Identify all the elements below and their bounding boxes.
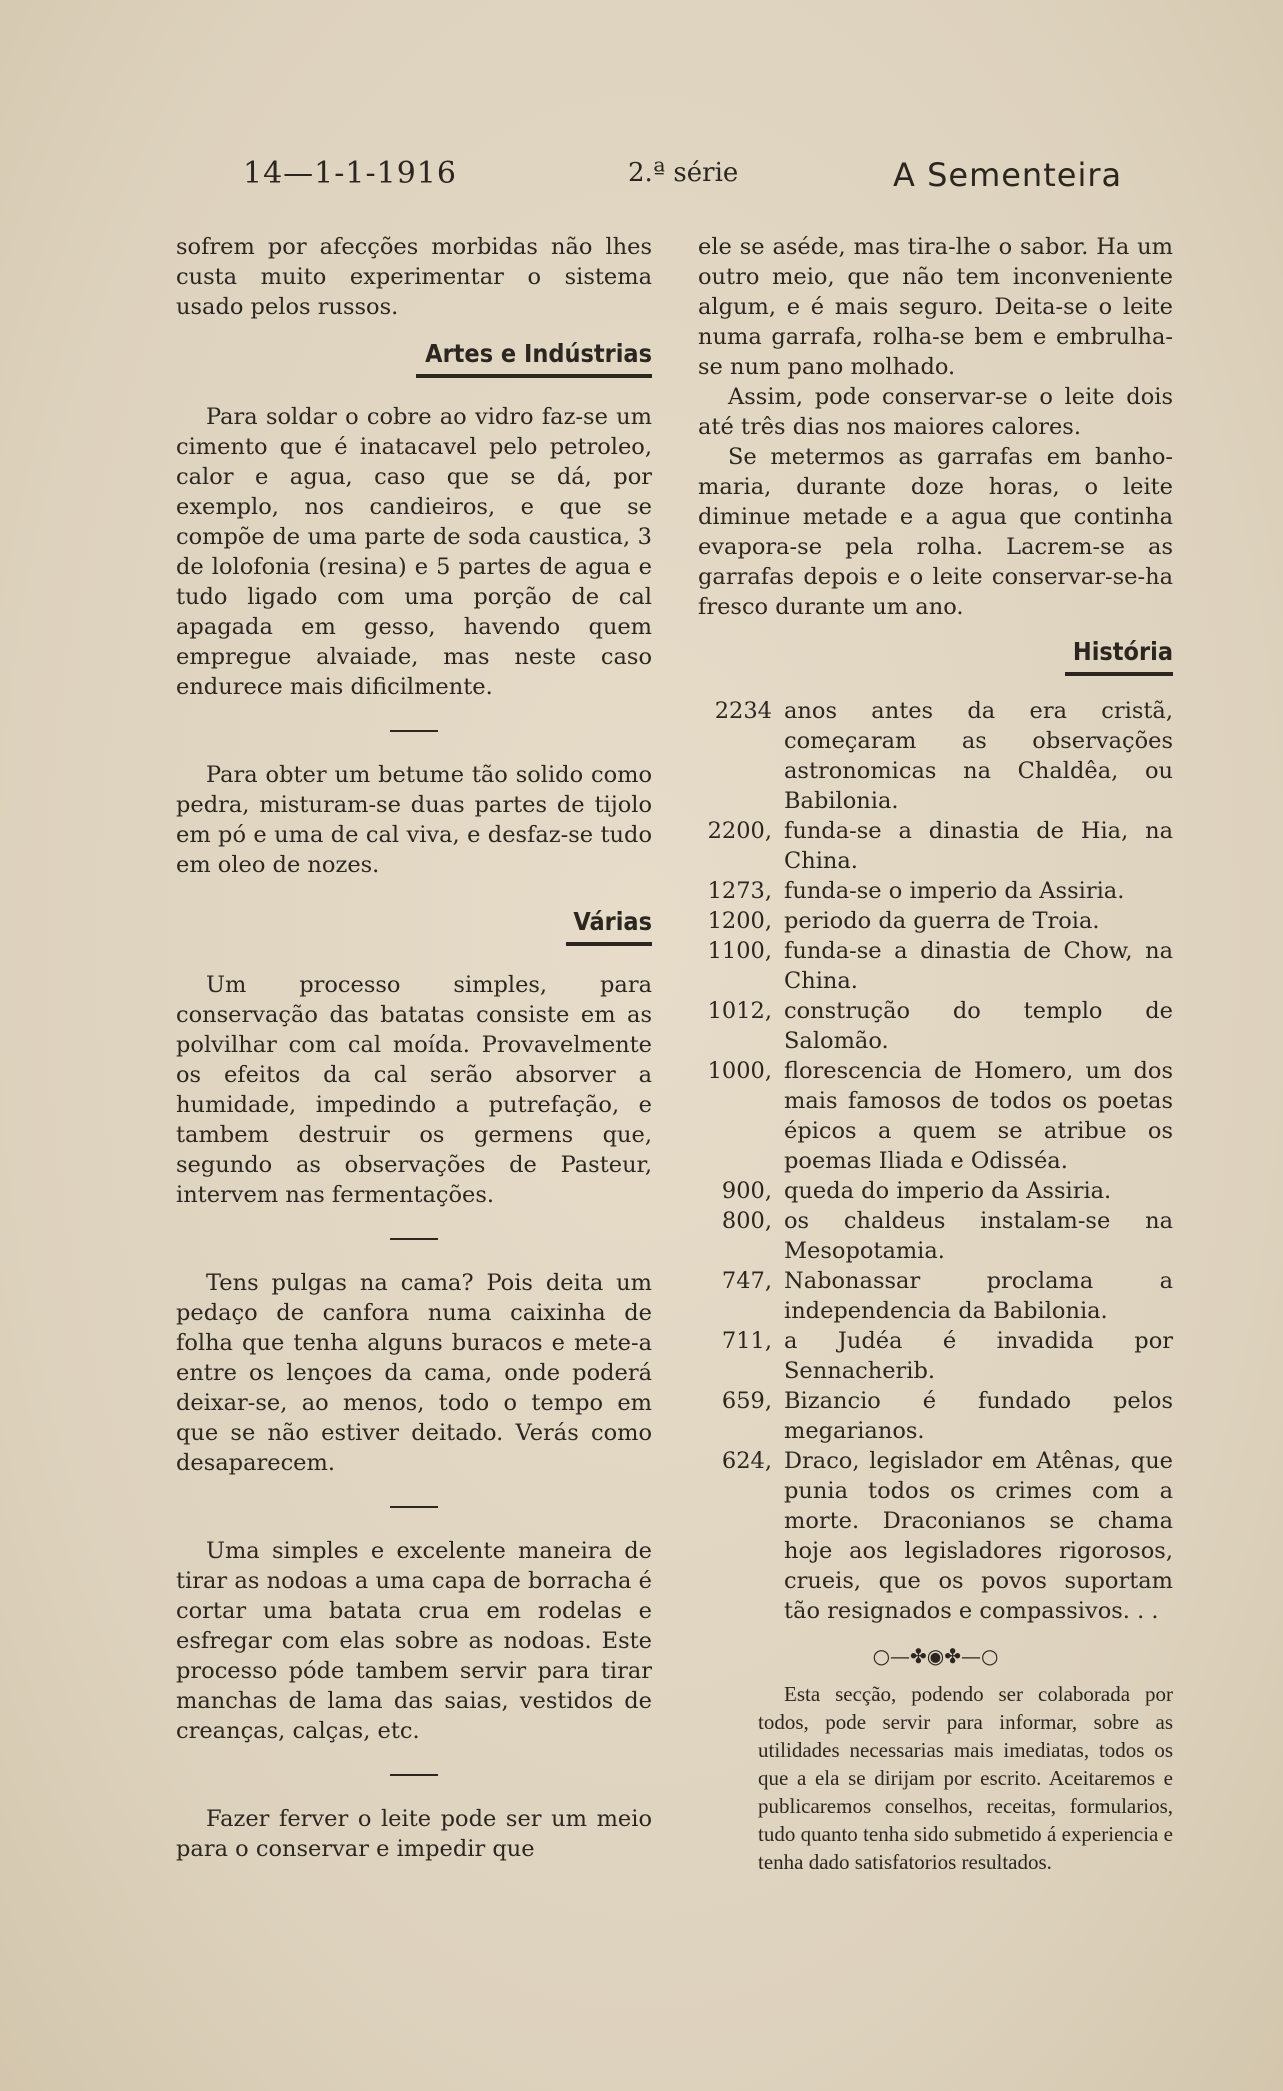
- timeline-item: [698, 1266, 1173, 1326]
- timeline-item: [698, 1326, 1173, 1386]
- ornament-divider: ○—✤◉✤—○: [872, 1644, 999, 1668]
- timeline-text: queda do imperio da Assiria.: [784, 1178, 1112, 1204]
- right-column: [698, 232, 1173, 1876]
- timeline-text: Bizancio é fundado pelos megarianos.: [784, 1388, 1173, 1444]
- intro-paragraph: sofrem por afecções morbidas não lhes custa muito experimentar o sistema usado pelos russos.: [176, 234, 652, 320]
- timeline-year: 711,: [721, 1328, 772, 1354]
- timeline-year: 1100,: [707, 938, 772, 964]
- section-header-varias: [566, 906, 652, 946]
- timeline-year: 624,: [721, 1448, 772, 1474]
- timeline-year: 747,: [721, 1268, 772, 1294]
- timeline-item: [698, 1176, 1173, 1206]
- paragraph: Para soldar o cobre ao vidro faz-se um cimento que é inatacavel pelo petroleo, calor e agua, caso que se dá, por exemplo, nos candieiros, e que se compõe de uma parte de soda caustica, 3 de lolofonia (resina) e 5 partes de agua e tudo ligado com uma porção de cal apagada em gesso, havendo quem empregue alvaiade, mas neste caso endurece mais dificilmente.: [176, 404, 652, 700]
- history-timeline: [698, 696, 1173, 1626]
- timeline-item: [698, 936, 1173, 996]
- timeline-year: 1000,: [707, 1058, 772, 1084]
- timeline-year: 900,: [721, 1178, 772, 1204]
- paragraph: Fazer ferver o leite pode ser um meio para o conservar e impedir que: [176, 1806, 652, 1862]
- section-header-historia: [1065, 636, 1173, 676]
- timeline-text: funda-se o imperio da Assiria.: [784, 878, 1125, 904]
- timeline-text: funda-se a dinastia de Hia, na China.: [784, 818, 1173, 874]
- timeline-year: 2234: [714, 698, 772, 724]
- timeline-item: [698, 906, 1173, 936]
- timeline-year: 659,: [721, 1388, 772, 1414]
- timeline-text: os chaldeus instalam-se na Mesopotamia.: [784, 1208, 1173, 1264]
- paragraph: Se metermos as garrafas em banho-maria, durante doze horas, o leite diminue metade e a agua que continha evapora-se pela rolha. Lacrem-se as garrafas depois e o leite conservar-se-ha fresco durante um ano.: [698, 444, 1173, 620]
- issue-series: 2.ª série: [628, 158, 739, 188]
- paragraph: ele se aséde, mas tira-lhe o sabor. Ha um outro meio, que não tem inconveniente algum, e é mais seguro. Deita-se o leite numa garrafa, rolha-se bem e embrulha-se num pano molhado.: [698, 234, 1173, 380]
- section-title: História: [1072, 637, 1173, 666]
- timeline-text: periodo da guerra de Troia.: [784, 908, 1100, 934]
- paragraph: Uma simples e excelente maneira de tirar as nodoas a uma capa de borracha é cortar uma batata crua em rodelas e esfregar com elas sobre as nodoas. Este processo póde tambem servir para tirar manchas de lama das saias, vestidos de creanças, calças, etc.: [176, 1538, 652, 1744]
- paragraph: Assim, pode conservar-se o leite dois até três dias nos maiores calores.: [698, 384, 1173, 440]
- paragraph: Para obter um betume tão solido como pedra, misturam-se duas partes de tijolo em pó e uma de cal viva, e desfaz-se tudo em oleo de nozes.: [176, 762, 652, 878]
- timeline-text: construção do templo de Salomão.: [784, 998, 1173, 1054]
- section-title: Artes e Indústrias: [425, 339, 652, 368]
- left-column: [176, 232, 652, 1864]
- page-header: [0, 150, 1283, 200]
- timeline-item: [698, 1386, 1173, 1446]
- section-title: Várias: [573, 907, 652, 936]
- timeline-text: funda-se a dinastia de Chow, na China.: [784, 938, 1173, 994]
- paragraph: Um processo simples, para conservação das batatas consiste em as polvilhar com cal moída. Provavelmente os efeitos da cal serão absorver a humidade, impedindo a putrefação, e tambem destruir os germens que, segundo as observações de Pasteur, intervem nas fermentações.: [176, 972, 652, 1208]
- timeline-text: Nabonassar proclama a independencia da Babilonia.: [784, 1268, 1173, 1324]
- timeline-item: [698, 1446, 1173, 1626]
- timeline-year: 1273,: [707, 878, 772, 904]
- timeline-text: a Judéa é invadida por Sennacherib.: [784, 1328, 1173, 1384]
- timeline-item: [698, 1206, 1173, 1266]
- editorial-note: Esta secção, podendo ser colaborada por todos, pode servir para informar, sobre as utilidades necessarias mais imediatas, todos os que a ela se dirijam por escrito. Aceitaremos e publicaremos conselhos, receitas, formularios, tudo quanto tenha sido submetido á experiencia e tenha dado satisfatorios resultados.: [758, 1682, 1173, 1874]
- paragraph: Tens pulgas na cama? Pois deita um pedaço de canfora numa caixinha de folha que tenha alguns buracos e mete-a entre os lençoes da cama, onde poderá deixar-se, ao menos, todo o tempo em que se não estiver deitado. Verás como desaparecem.: [176, 1270, 652, 1476]
- timeline-item: [698, 696, 1173, 816]
- timeline-year: 2200,: [707, 818, 772, 844]
- publication-title: A Sementeira: [893, 156, 1123, 194]
- timeline-text: florescencia de Homero, um dos mais famosos de todos os poetas épicos a quem se atribue os poemas Iliada e Odisséa.: [784, 1058, 1173, 1174]
- timeline-year: 800,: [721, 1208, 772, 1234]
- timeline-text: Draco, legislador em Atênas, que punia todos os crimes com a morte. Draconianos se chama hoje aos legisladores rigorosos, crueis, que os povos suportam tão resignados e compassivos. . .: [784, 1448, 1173, 1624]
- timeline-item: [698, 876, 1173, 906]
- timeline-year: 1012,: [707, 998, 772, 1024]
- timeline-text: anos antes da era cristã, começaram as observações astronomicas na Chaldêa, ou Babilonia.: [784, 698, 1173, 814]
- timeline-item: [698, 816, 1173, 876]
- timeline-item: [698, 1056, 1173, 1176]
- section-header-artes: [416, 338, 652, 378]
- timeline-item: [698, 996, 1173, 1056]
- timeline-year: 1200,: [707, 908, 772, 934]
- issue-date: 14—1-1-1916: [243, 156, 457, 191]
